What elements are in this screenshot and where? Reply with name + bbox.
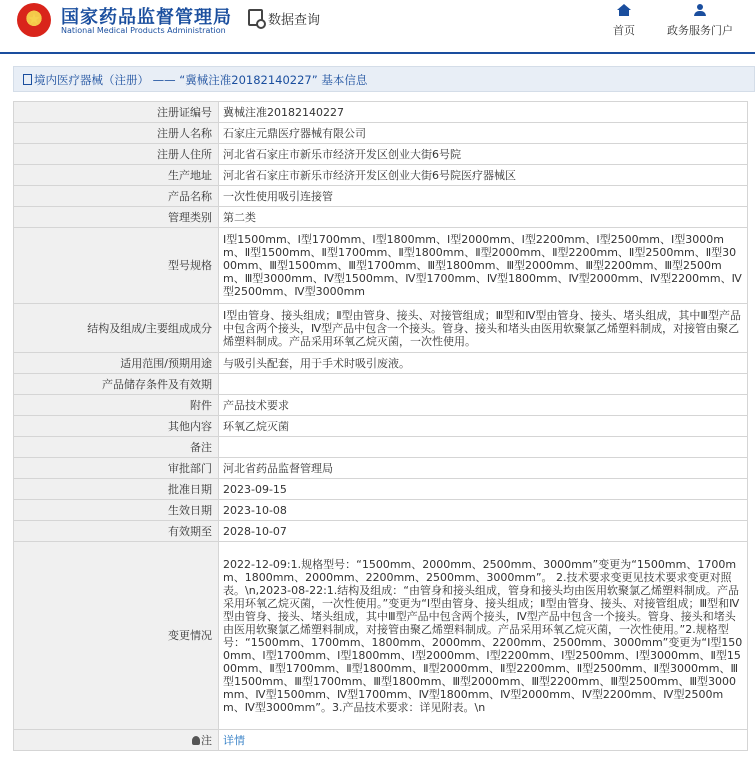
- row-label: 注册证编号: [14, 102, 219, 123]
- row-value: [219, 374, 748, 395]
- data-query-icon[interactable]: [248, 9, 263, 26]
- row-label: 审批部门: [14, 458, 219, 479]
- row-label: 生效日期: [14, 500, 219, 521]
- document-icon: [23, 74, 32, 85]
- table-row: [14, 144, 748, 165]
- table-row: [14, 542, 748, 730]
- row-label: 生产地址: [14, 165, 219, 186]
- site-header: [0, 0, 755, 47]
- table-row: [14, 102, 748, 123]
- row-value: 河北省石家庄市新乐市经济开发区创业大街6号院: [219, 144, 748, 165]
- row-label: 注册人名称: [14, 123, 219, 144]
- row-value: 一次性使用吸引连接管: [219, 186, 748, 207]
- nav-home-label: 首页: [613, 24, 635, 37]
- section-title: 境内医疗器械（注册） —— “冀械注准20182140227” 基本信息: [34, 73, 368, 87]
- row-label: 其他内容: [14, 416, 219, 437]
- lightbulb-icon: [192, 736, 200, 745]
- row-value: 环氧乙烷灭菌: [219, 416, 748, 437]
- table-row: [14, 228, 748, 304]
- nav-gov-label: 政务服务门户: [667, 24, 733, 37]
- row-label: 注册人住所: [14, 144, 219, 165]
- national-emblem-logo: [17, 3, 51, 37]
- row-value: 石家庄元鼎医疗器械有限公司: [219, 123, 748, 144]
- row-label: 产品储存条件及有效期: [14, 374, 219, 395]
- row-value: [219, 437, 748, 458]
- row-label: 管理类别: [14, 207, 219, 228]
- note-value-cell: [219, 730, 748, 751]
- note-label-cell: [14, 730, 219, 751]
- table-row: [14, 374, 748, 395]
- details-link[interactable]: 详情: [223, 733, 245, 747]
- section-title-bar: [13, 66, 755, 92]
- home-icon: [617, 4, 631, 16]
- table-row: [14, 207, 748, 228]
- nav-gov-service-portal[interactable]: [660, 4, 740, 38]
- row-label: 附件: [14, 395, 219, 416]
- row-value: 产品技术要求: [219, 395, 748, 416]
- table-row: [14, 521, 748, 542]
- row-value: 河北省药品监督管理局: [219, 458, 748, 479]
- row-label: 备注: [14, 437, 219, 458]
- row-value: 冀械注准20182140227: [219, 102, 748, 123]
- table-row: [14, 353, 748, 374]
- row-value: 2022-12-09:1.规格型号：“1500mm、2000mm、2500mm、3000mm”变更为“1500mm、1700mm、1800mm、2000mm、2200mm、2500mm、3000mm”。 2.技术要求变更见技术要求变更对照表。\n,2023-08-22:1.结构及组成：“由管身和接头组成，管身和接头均由医用软聚氯乙烯塑料制成。产品采用环氧乙烷灭菌，一次性使用。”变更为“Ⅰ型由管身、接头组成；Ⅱ型由管身、接头、对接管组成；Ⅲ型和Ⅳ型由管身、接头、堵头组成，其中Ⅲ型产品中包含两个接头，Ⅳ型产品中包含一个接头。管身、接头和堵头由医用软聚氯乙烯塑料制成，对接管由聚乙烯塑料制成。产品采用环氧乙烷灭菌，一次性使用。”2.规格型号：“1500mm、1700mm、1800mm、2000mm、2200mm、2500mm、3000mm”变更为“Ⅰ型1500mm、Ⅰ型1700mm、Ⅰ型1800mm、Ⅰ型2000mm、Ⅰ型2200mm、Ⅰ型2500mm、Ⅰ型3000mm、Ⅱ型1500mm、Ⅱ型1700mm、Ⅱ型1800mm、Ⅱ型2000mm、Ⅱ型2200mm、Ⅱ型2500mm、Ⅱ型3000mm、Ⅲ型1500mm、Ⅲ型1700mm、Ⅲ型1800mm、Ⅲ型2000mm、Ⅲ型2200mm、Ⅲ型2500mm、Ⅲ型3000mm、Ⅳ型1500mm、Ⅳ型1700mm、Ⅳ型1800mm、Ⅳ型2000mm、Ⅳ型2200mm、Ⅳ型2500mm、Ⅳ型3000mm”。3.产品技术要求：详见附表。\n: [219, 542, 748, 730]
- table-row: [14, 123, 748, 144]
- data-query-label[interactable]: 数据查询: [268, 13, 321, 28]
- note-label: 注: [201, 733, 212, 747]
- user-icon: [693, 4, 707, 16]
- row-label: 适用范围/预期用途: [14, 353, 219, 374]
- table-row: [14, 165, 748, 186]
- table-row: [14, 437, 748, 458]
- row-value: 2023-10-08: [219, 500, 748, 521]
- site-title: 国家药品监督管理局: [61, 7, 232, 28]
- nav-home[interactable]: [608, 4, 640, 38]
- row-label: 有效期至: [14, 521, 219, 542]
- table-row: [14, 186, 748, 207]
- site-title-en: National Medical Products Administration: [61, 26, 226, 35]
- row-label: 型号规格: [14, 228, 219, 304]
- table-row: [14, 304, 748, 353]
- registration-detail-table: [13, 101, 748, 751]
- table-row: [14, 458, 748, 479]
- row-label: 批准日期: [14, 479, 219, 500]
- row-label: 产品名称: [14, 186, 219, 207]
- row-value: 河北省石家庄市新乐市经济开发区创业大街6号院医疗器械区: [219, 165, 748, 186]
- row-value: 与吸引头配套，用于手术时吸引废液。: [219, 353, 748, 374]
- header-divider: [0, 52, 755, 54]
- table-row: [14, 395, 748, 416]
- table-row: [14, 416, 748, 437]
- row-value: 第二类: [219, 207, 748, 228]
- row-value: Ⅰ型1500mm、Ⅰ型1700mm、Ⅰ型1800mm、Ⅰ型2000mm、Ⅰ型2200mm、Ⅰ型2500mm、Ⅰ型3000mm、Ⅱ型1500mm、Ⅱ型1700mm、Ⅱ型1800mm、Ⅱ型2000mm、Ⅱ型2200mm、Ⅱ型2500mm、Ⅱ型3000mm、Ⅲ型1500mm、Ⅲ型1700mm、Ⅲ型1800mm、Ⅲ型2000mm、Ⅲ型2200mm、Ⅲ型2500mm、Ⅲ型3000mm、Ⅳ型1500mm、Ⅳ型1700mm、Ⅳ型1800mm、Ⅳ型2000mm、Ⅳ型2200mm、Ⅳ型2500mm、Ⅳ型3000mm: [219, 228, 748, 304]
- table-row: [14, 479, 748, 500]
- table-row: [14, 500, 748, 521]
- table-row: [14, 730, 748, 751]
- row-value: 2028-10-07: [219, 521, 748, 542]
- row-value: Ⅰ型由管身、接头组成；Ⅱ型由管身、接头、对接管组成；Ⅲ型和Ⅳ型由管身、接头、堵头组成，其中Ⅲ型产品中包含两个接头，Ⅳ型产品中包含一个接头。管身、接头和堵头由医用软聚氯乙烯塑料制成，对接管由聚乙烯塑料制成。产品采用环氧乙烷灭菌，一次性使用。: [219, 304, 748, 353]
- row-label: 结构及组成/主要组成成分: [14, 304, 219, 353]
- row-label: 变更情况: [14, 542, 219, 730]
- row-value: 2023-09-15: [219, 479, 748, 500]
